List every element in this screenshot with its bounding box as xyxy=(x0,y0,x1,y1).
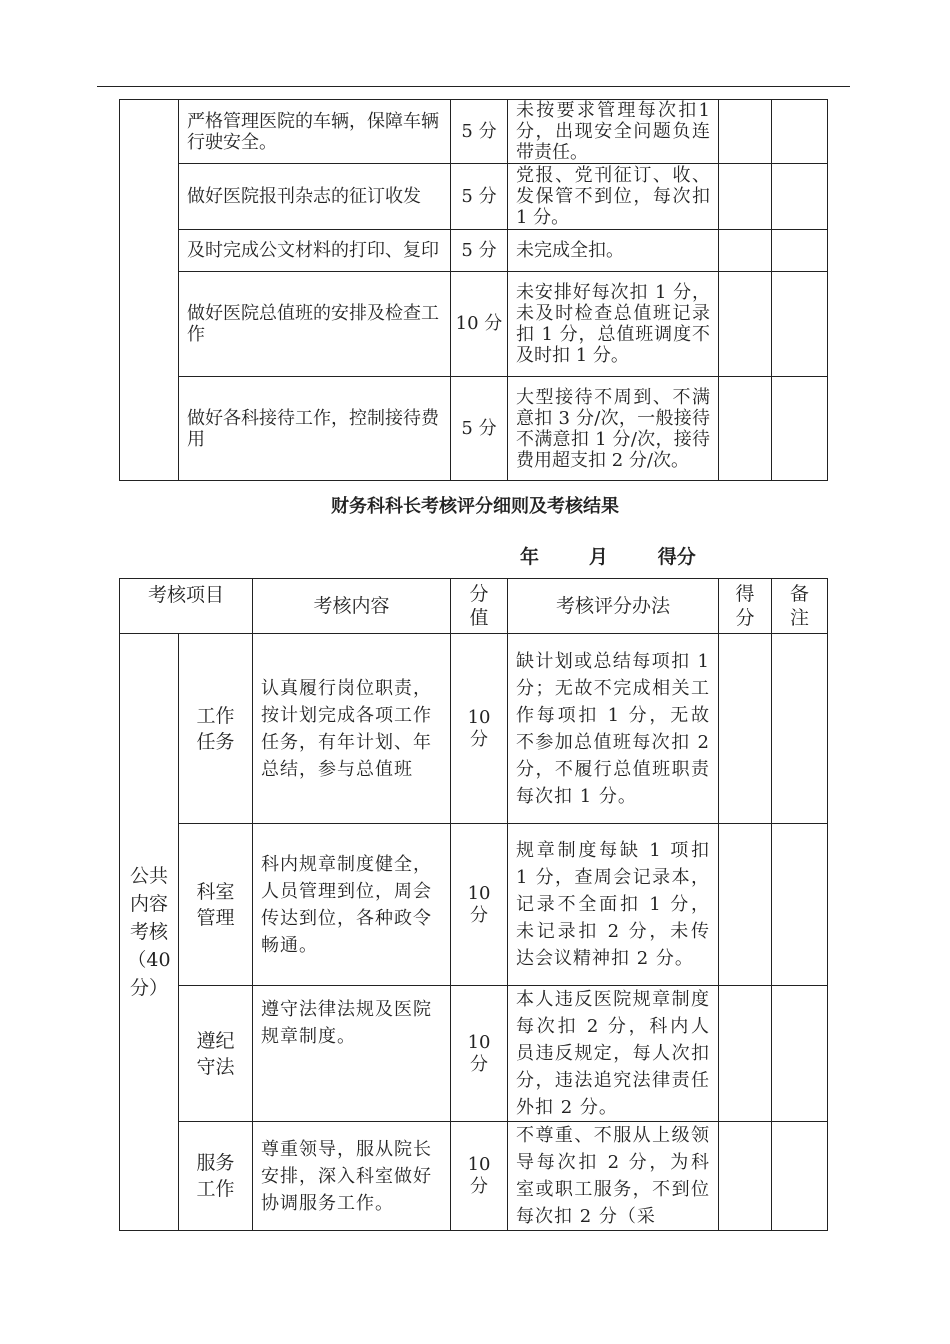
points-cell: 5 分 xyxy=(451,164,508,230)
score-cell xyxy=(719,230,772,272)
score-cell xyxy=(719,377,772,481)
subcategory-cell: 遵纪守法 xyxy=(179,986,253,1122)
table-row xyxy=(120,272,828,377)
method-cell: 本人违反医院规章制度每次扣 2 分，科内人员违反规定，每人次扣分，违法追究法律责任外扣 2 分。 xyxy=(508,986,719,1122)
table-row xyxy=(120,634,828,824)
header-method: 考核评分办法 xyxy=(508,579,719,634)
note-cell xyxy=(772,230,828,272)
header-points: 分值 xyxy=(451,579,508,634)
score-cell xyxy=(719,986,772,1122)
assessment-table xyxy=(119,578,828,1231)
subcategory-cell: 服务工作 xyxy=(179,1122,253,1231)
content-cell: 及时完成公文材料的打印、复印 xyxy=(179,230,451,272)
table-continued xyxy=(119,99,828,481)
points-cell: 10 分 xyxy=(451,824,508,986)
subcategory-cell: 科室管理 xyxy=(179,824,253,986)
note-cell xyxy=(772,634,828,824)
content-cell: 遵守法律法规及医院规章制度。 xyxy=(253,986,451,1122)
category-cell xyxy=(120,100,179,481)
score-cell xyxy=(719,100,772,164)
note-cell xyxy=(772,377,828,481)
content-cell: 科内规章制度健全，人员管理到位，周会传达到位，各种政令畅通。 xyxy=(253,824,451,986)
method-cell: 不尊重、不服从上级领导每次扣 2 分，为科室或职工服务，不到位每次扣 2 分（采 xyxy=(508,1122,719,1231)
method-cell: 未完成全扣。 xyxy=(508,230,719,272)
score-cell xyxy=(719,164,772,230)
note-cell xyxy=(772,272,828,377)
method-cell: 大型接待不周到、不满意扣 3 分/次，一般接待不满意扣 1 分/次，接待费用超支扣 2 分/次。 xyxy=(508,377,719,481)
points-cell: 5 分 xyxy=(451,230,508,272)
points-cell: 10 分 xyxy=(451,1122,508,1231)
score-cell xyxy=(719,1122,772,1231)
table-row xyxy=(120,100,828,164)
content-cell: 做好医院总值班的安排及检查工作 xyxy=(179,272,451,377)
note-cell xyxy=(772,986,828,1122)
points-cell: 5 分 xyxy=(451,100,508,164)
content-cell: 尊重领导，服从院长安排，深入科室做好协调服务工作。 xyxy=(253,1122,451,1231)
score-cell xyxy=(719,634,772,824)
method-cell: 未安排好每次扣 1 分，未及时检查总值班记录扣 1 分，总值班调度不及时扣 1 分。 xyxy=(508,272,719,377)
subcategory-cell: 工作任务 xyxy=(179,634,253,824)
table-row xyxy=(120,230,828,272)
points-cell: 10 分 xyxy=(451,634,508,824)
content-cell: 严格管理医院的车辆，保障车辆行驶安全。 xyxy=(179,100,451,164)
note-cell xyxy=(772,164,828,230)
category-cell: 公共内容考核（40分） xyxy=(120,634,179,1231)
header-item: 考核项目 xyxy=(120,579,253,634)
content-cell: 认真履行岗位职责，按计划完成各项工作任务，有年计划、年总结，参与总值班 xyxy=(253,634,451,824)
table-header-row xyxy=(120,579,828,634)
note-cell xyxy=(772,824,828,986)
table-row xyxy=(120,377,828,481)
content-cell: 做好医院报刊杂志的征订收发 xyxy=(179,164,451,230)
table-row xyxy=(120,824,828,986)
content-cell: 做好各科接待工作，控制接待费用 xyxy=(179,377,451,481)
date-score-line: 年 月 得分 xyxy=(520,546,696,568)
header-note: 备注 xyxy=(772,579,828,634)
note-cell xyxy=(772,1122,828,1231)
method-cell: 未按要求管理每次扣1 分，出现安全问题负连带责任。 xyxy=(508,100,719,164)
table-row xyxy=(120,986,828,1122)
header-score: 得分 xyxy=(719,579,772,634)
table-row xyxy=(120,164,828,230)
points-cell: 10 分 xyxy=(451,272,508,377)
score-cell xyxy=(719,824,772,986)
page-title: 财务科科长考核评分细则及考核结果 xyxy=(331,496,619,517)
method-cell: 党报、党刊征订、收、发保管不到位，每次扣 1 分。 xyxy=(508,164,719,230)
note-cell xyxy=(772,100,828,164)
score-cell xyxy=(719,272,772,377)
header-content: 考核内容 xyxy=(253,579,451,634)
points-cell: 5 分 xyxy=(451,377,508,481)
header-rule xyxy=(97,86,850,87)
method-cell: 缺计划或总结每项扣 1 分；无故不完成相关工作每项扣 1 分，无故不参加总值班每次扣 2 分，不履行总值班职责每次扣 1 分。 xyxy=(508,634,719,824)
method-cell: 规章制度每缺 1 项扣 1 分，查周会记录本，记录不全面扣 1 分，未记录扣 2 分，未传达会议精神扣 2 分。 xyxy=(508,824,719,986)
table-row xyxy=(120,1122,828,1231)
points-cell: 10 分 xyxy=(451,986,508,1122)
